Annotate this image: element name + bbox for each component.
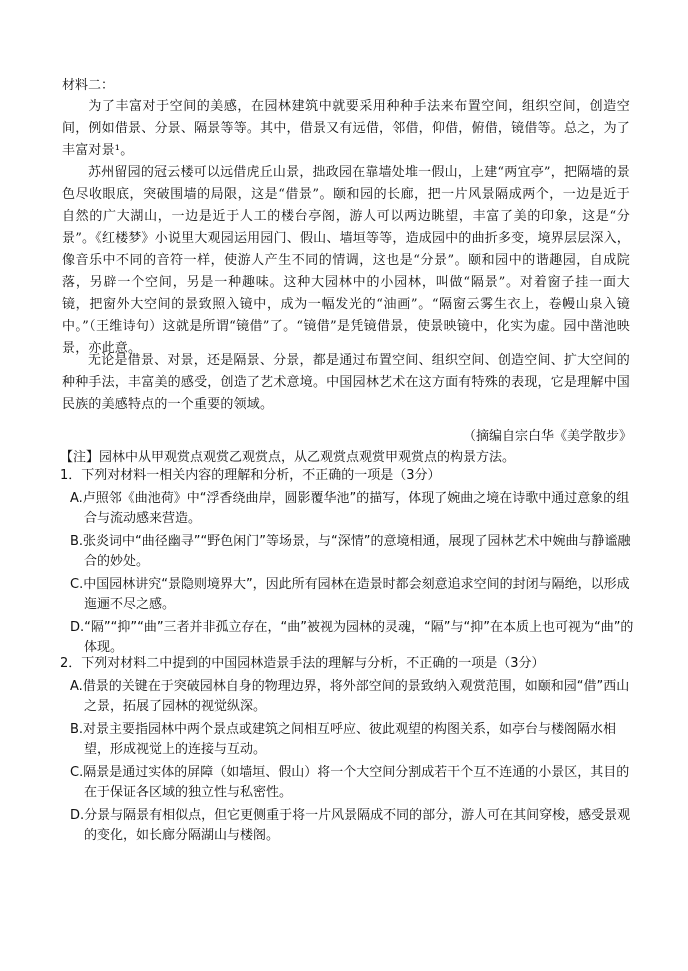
question-2-stem: 2．下列对材料二中提到的中国园林造景手法的理解与分析，不正确的一项是（3分）: [60, 656, 545, 671]
question-2-option-c: C.隔景是通过实体的屏障（如墙垣、假山）将一个大空间分割成若干个互不连通的小景区，其目的在于保证各区域的独立性与私密性。: [70, 765, 630, 800]
question-1-option-b: B.张炎词中“曲径幽寻”“野色闲门”等场景，与“深情”的意境相通，展现了园林艺术中婉曲与静谧融合的妙处。: [70, 534, 631, 569]
paragraph-2-text: 苏州留园的冠云楼可以远借虎丘山景，拙政园在靠墙处堆一假山，上建“两宜亭”，把隔墙的景色尽收眼底，突破围墙的局限，这是“借景”。颐和园的长廊，把一片风景隔成两个，一边是近于自然的广大湖山，一边是近于人工的楼台亭阁，游人可以两边眺望，丰富了美的印象，这是“分景”。《红楼梦》小说里大观园运用园门、假山、墙垣等等，造成园中的曲折多变，境界层层深入，像音乐中不同的音符一样，使游人产生不同的情调，这也是“分景”。颐和园中的谐趣园，自成院落，另辟一个空间，另是一种趣味。这种大园林中的小园林，叫做“隔景”。对着窗子挂一面大镜，把窗外大空间的景致照入镜中，成为一幅发光的“油画”。“隔窗云雾生衣上，卷幔山泉入镜中。”（王维诗句）这就是所谓“镜借”了。“镜借”是凭镜借景，使景映镜中，化实为虚。园中凿池映景，亦此意。: [62, 165, 630, 356]
question-2-option-b: B.对景主要指园林中两个景点或建筑之间相互呼应、彼此观望的构图关系，如亭台与楼阁隔水相望，形成视觉上的连接与互动。: [70, 722, 617, 757]
question-2: [60, 654, 640, 849]
question-2-option-a: A.借景的关键在于突破园林自身的物理边界，将外部空间的景致纳入观赏范围，如颐和园“借”西山之景，拓展了园林的视觉纵深。: [70, 679, 630, 714]
material-paragraph-1: [62, 96, 630, 162]
source-citation: （摘编自宗白华《美学散步》: [462, 429, 632, 444]
paragraph-1-text: 为了丰富对于空间的美感，在园林建筑中就要采用种种手法来布置空间，组织空间，创造空间，例如借景、分景、隔景等等。其中，借景又有远借，邻借，仰借，俯借，镜借等。总之，为了丰富对景¹。: [62, 99, 630, 158]
question-2-option-d: D.分景与隔景有相似点，但它更侧重于将一片风景隔成不同的部分，游人可在其间穿梭，感受景观的变化，如长廊分隔湖山与楼阁。: [70, 808, 631, 843]
material-paragraph-2: [62, 162, 630, 360]
question-1: [60, 466, 640, 661]
question-1-option-a: A.卢照邻《曲池荷》中“浮香绕曲岸，圆影覆华池”的描写，体现了婉曲之境在诗歌中通过意象的组合与流动感来营造。: [70, 491, 630, 526]
question-1-option-c: C.中国园林讲究“景隐则境界大”，因此所有园林在造景时都会刻意追求空间的封闭与隔绝，以形成迤逦不尽之感。: [70, 577, 630, 612]
question-1-option-d: D.“隔”“抑”“曲”三者并非孤立存在，“曲”被视为园林的灵魂，“隔”与“抑”在本质上也可视为“曲”的体现。: [70, 620, 634, 655]
paragraph-3-text: 无论是借景、对景，还是隔景、分景，都是通过布置空间、组织空间、创造空间、扩大空间的种种手法，丰富美的感受，创造了艺术意境。中国园林艺术在这方面有特殊的表现，它是理解中国民族的美感特点的一个重要的领域。: [62, 353, 630, 412]
question-1-stem: 1．下列对材料一相关内容的理解和分析，不正确的一项是（3分）: [60, 468, 441, 483]
material-paragraph-3: [62, 350, 630, 416]
material-heading: 材料二：: [62, 78, 115, 93]
footnote: 【注】园林中从甲观赏点观赏乙观赏点，从乙观赏点观赏甲观赏点的构景方法。: [60, 450, 516, 465]
